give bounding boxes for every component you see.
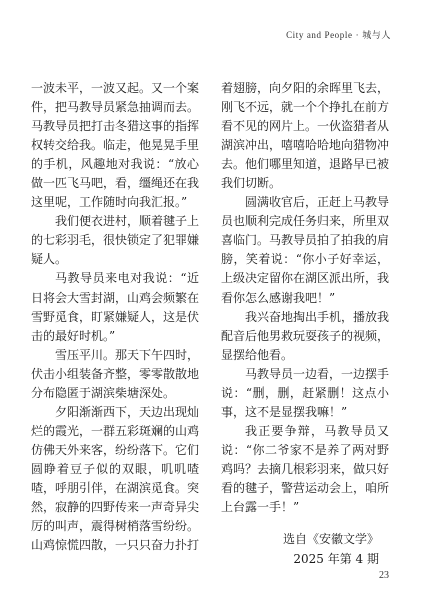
paragraph: 一波未平，一波又起。又一个案件，把马教导员紧急抽调而去。马教导员把打击冬猎这事的指挥权转交给我。临走，他晃晃手里的手机，风趣地对我说：“放心做一匹飞马吧，看，缰绳还在我这里呢，工作随时向我汇报。” xyxy=(31,81,200,210)
paragraph: 雪压平川。那天下午四时，伏击小组装备齐整，零零散散地分布隐匿于湖滨柴塘深处。 xyxy=(31,347,200,400)
left-column xyxy=(31,79,199,555)
paragraph: 我们便衣进村，顺着毽子上的七彩羽毛，很快锁定了犯罪嫌疑人。 xyxy=(31,214,200,267)
section-title-cn: 城与人 xyxy=(362,30,391,40)
paragraph: 我正要争辩，马教导员又说：“你二爷家不是养了两对野鸡吗？去摘几根彩羽来，做只好看的毽子，警营运动会上，咱所上台露一手！” xyxy=(221,423,390,515)
paragraph: 着翅膀，向夕阳的余晖里飞去，刚飞不远，就一个个挣扎在前方看不见的网片上。一伙盗猎者从湖滨冲出，嘻嘻哈哈地向猎物冲去。他们哪里知道，退路早已被我们切断。 xyxy=(221,81,390,191)
source-issue: 2025 年第 4 期 xyxy=(293,552,379,567)
page-number: 23 xyxy=(379,570,389,581)
running-header xyxy=(286,28,391,41)
source-publication: 选自《安徽文学》 xyxy=(282,532,379,547)
source-citation xyxy=(221,529,389,569)
right-column xyxy=(221,79,389,569)
paragraph: 我兴奋地掏出手机，播放我配音后他男救玩耍孩子的视频，显摆给他看。 xyxy=(221,309,390,362)
section-title-en: City and People xyxy=(286,30,353,40)
paragraph: 夕阳渐渐西下，天边出现灿烂的霞光，一群五彩斑斓的山鸡仿佛天外来客，纷纷落下。它们圆睁着豆子似的双眼，叽叽喳喳，呼朋引伴，在湖滨觅食。突然，寂静的四野传来一声奇异尖厉的叫声，震得树梢落雪纷纷。山鸡惊慌四散，一只只奋力扑打 xyxy=(31,404,200,553)
paragraph: 圆满收官后，正赶上马教导员也顺利完成任务归来，所里双喜临门。马教导员拍了拍我的肩膀，笑着说：“你小子好幸运，上级决定留你在湖区派出所，我看你怎么感谢我吧！” xyxy=(221,195,390,305)
header-separator: · xyxy=(355,30,360,40)
paragraph: 马教导员一边看，一边摆手说：“删，删，赶紧删！这点小事，这不是显摆我嘛！” xyxy=(221,366,390,419)
paragraph: 马教导员来电对我说：“近日将会大雪封湖，山鸡会频繁在雪野觅食，盯紧嫌疑人，这是伏击的最好时机。” xyxy=(31,271,200,343)
